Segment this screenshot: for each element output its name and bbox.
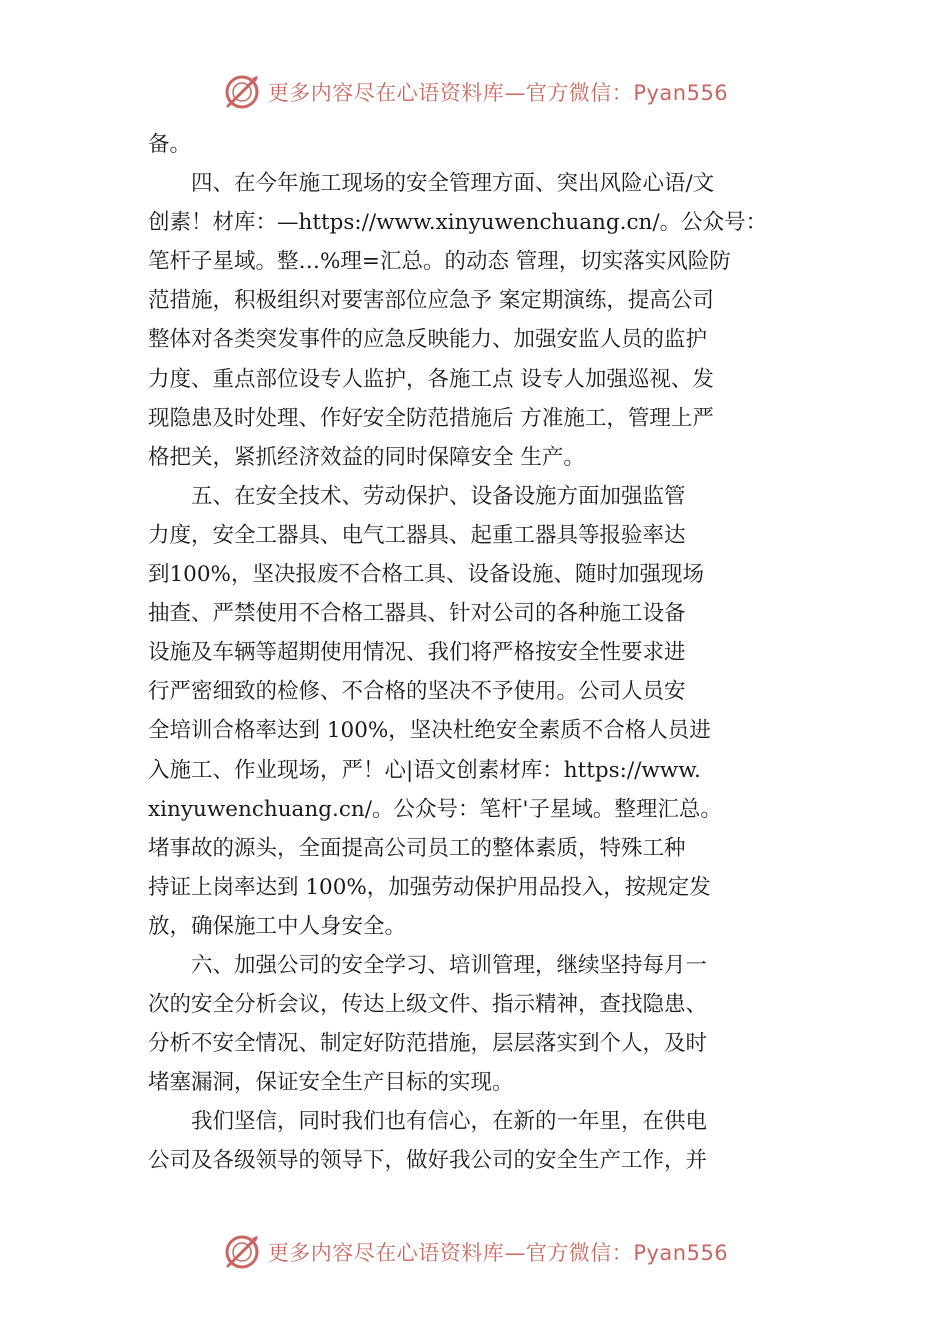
- header-separator: —: [504, 81, 526, 105]
- footer-contact-id: Pyan556: [633, 1241, 729, 1265]
- header-contact-id: Pyan556: [633, 81, 729, 105]
- text-line: 现隐患及时处理、作好安全防范措施后 方准施工，管理上严: [148, 405, 714, 431]
- footer-separator: —: [504, 1241, 526, 1265]
- text-line: 抽查、严禁使用不合格工器具、针对公司的各种施工设备: [148, 601, 686, 627]
- text-line: 次的安全分析会议，传达上级文件、指示精神，查找隐患、: [148, 992, 708, 1018]
- text-line: 全培训合格率达到 100%，坚决杜绝安全素质不合格人员进: [148, 718, 711, 744]
- text-line: 分析不安全情况、制定好防范措施，层层落实到个人，及时: [148, 1031, 708, 1057]
- text-line: 创素！材库：—https://www.xinyuwenchuang.cn/。公众号：: [148, 210, 768, 236]
- footer-brand: 更多内容尽在心语资料库: [267, 1241, 505, 1265]
- header-contact-label: 官方微信：: [525, 81, 634, 105]
- text-line: xinyuwenchuang.cn/。公众号：笔杆'子星域。整理汇总。: [148, 796, 722, 822]
- brand-logo-icon: [222, 1232, 262, 1272]
- text-line: 设施及车辆等超期使用情况、我们将严格按安全性要求进: [148, 640, 686, 666]
- footer-contact-label: 官方微信：: [525, 1241, 634, 1265]
- text-line: 我们坚信，同时我们也有信心，在新的一年里，在供电: [148, 1109, 708, 1135]
- header-watermark: [0, 70, 950, 114]
- text-line: 力度，安全工器具、电气工器具、起重工器具等报验率达: [148, 522, 686, 548]
- text-line: 放，确保施工中人身安全。: [148, 913, 407, 939]
- text-line: 备。: [148, 132, 192, 157]
- text-line: 到100%，坚决报废不合格工具、设备设施、随时加强现场: [148, 562, 704, 588]
- footer-watermark: [0, 1230, 950, 1274]
- text-line: 四、在今年施工现场的安全管理方面、突出风险心语/文: [148, 171, 715, 197]
- text-line: 行严密细致的检修、不合格的坚决不予使用。公司人员安: [148, 679, 686, 705]
- text-line: 范措施，积极组织对要害部位应急予 案定期演练，提高公司: [148, 288, 714, 314]
- text-line: 堵事故的源头，全面提高公司员工的整体素质，特殊工种: [148, 835, 686, 861]
- text-line: 持证上岗率达到 100%，加强劳动保护用品投入，按规定发: [148, 874, 711, 900]
- text-line: 笔杆子星域。整…%理=汇总。的动态 管理，切实落实风险防: [148, 249, 731, 275]
- text-line: 整体对各类突发事件的应急反映能力、加强安监人员的监护: [148, 327, 708, 353]
- brand-logo-icon: [222, 72, 262, 112]
- document-body: [148, 125, 838, 1181]
- header-brand: 更多内容尽在心语资料库: [267, 81, 505, 105]
- text-line: 六、加强公司的安全学习、培训管理，继续坚持每月一: [148, 952, 708, 978]
- text-line: 力度、重点部位设专人监护，各施工点 设专人加强巡视、发: [148, 366, 714, 392]
- text-line: 入施工、作业现场，严！心|语文创素材库：https://www.: [148, 757, 701, 783]
- text-line: 堵塞漏洞，保证安全生产目标的实现。: [148, 1070, 514, 1096]
- text-line: 格把关，紧抓经济效益的同时保障安全 生产。: [148, 444, 585, 470]
- text-line: 公司及各级领导的领导下，做好我公司的安全生产工作，并: [148, 1148, 708, 1174]
- text-line: 五、在安全技术、劳动保护、设备设施方面加强监管: [148, 483, 686, 509]
